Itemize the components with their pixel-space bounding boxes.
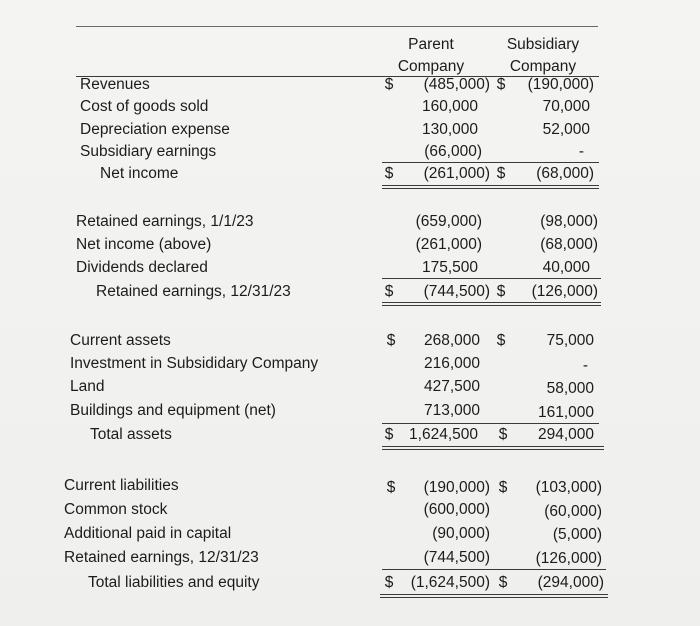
le-sub-dollar-total: $ xyxy=(498,574,508,591)
re-label-ending: Retained earnings, 12/31/23 xyxy=(96,283,291,300)
income-sub-depreciation: 52,000 xyxy=(542,121,590,138)
assets-label-land: Land xyxy=(70,378,105,395)
assets-parent-dollar-total: $ xyxy=(384,426,394,443)
assets-parent-land: 427,500 xyxy=(423,378,480,395)
re-total-rule xyxy=(382,278,601,279)
income-sub-dollar-net-income: $ xyxy=(496,165,506,182)
assets-sub-dollar-total: $ xyxy=(498,426,508,443)
income-sub-cogs: 70,000 xyxy=(542,98,590,115)
income-sub-net-income: (68,000) xyxy=(536,165,594,182)
re-sub-dividends: 40,000 xyxy=(542,259,590,276)
income-label-revenues: Revenues xyxy=(80,76,150,93)
le-label-total: Total liabilities and equity xyxy=(88,574,260,591)
le-sub-dollar-current: $ xyxy=(498,479,508,496)
assets-sub-current: 75,000 xyxy=(546,332,594,349)
le-parent-retained-earnings: (744,500) xyxy=(423,549,490,566)
le-parent-apic: (90,000) xyxy=(432,525,490,542)
re-parent-net-income: (261,000) xyxy=(415,236,482,253)
le-sub-total: (294,000) xyxy=(537,574,604,591)
assets-parent-buildings: 713,000 xyxy=(423,402,480,419)
le-label-common-stock: Common stock xyxy=(64,501,168,518)
income-total-rule xyxy=(382,162,599,163)
subsidiary-header-line2: Company xyxy=(509,58,577,75)
re-label-dividends: Dividends declared xyxy=(76,259,208,276)
le-total-rule xyxy=(382,569,606,570)
le-sub-current: (103,000) xyxy=(535,479,602,496)
re-label-beginning: Retained earnings, 1/1/23 xyxy=(76,213,254,230)
assets-sub-total: 294,000 xyxy=(537,426,594,443)
re-parent-ending: (744,500) xyxy=(423,283,490,300)
assets-double-rule xyxy=(382,446,604,450)
le-double-rule xyxy=(380,594,608,598)
parent-header-line1: Parent xyxy=(408,36,454,53)
income-parent-dollar-revenues: $ xyxy=(384,76,394,93)
income-sub-revenues: (190,000) xyxy=(527,76,594,93)
le-parent-common-stock: (600,000) xyxy=(423,501,490,518)
income-parent-depreciation: 130,000 xyxy=(421,121,478,138)
le-parent-current: (190,000) xyxy=(423,479,490,496)
le-label-apic: Additional paid in capital xyxy=(64,525,232,542)
re-sub-dollar-ending: $ xyxy=(496,283,506,300)
income-parent-cogs: 160,000 xyxy=(421,98,478,115)
re-sub-net-income: (68,000) xyxy=(540,236,598,253)
top-border-line xyxy=(76,26,598,27)
income-parent-dollar-net-income: $ xyxy=(384,165,394,182)
income-parent-sub-earnings: (66,000) xyxy=(424,143,482,160)
income-label-depreciation: Depreciation expense xyxy=(80,121,230,138)
re-double-rule xyxy=(382,302,601,306)
assets-label-current: Current assets xyxy=(70,332,171,349)
income-parent-net-income: (261,000) xyxy=(423,165,490,182)
assets-label-buildings: Buildings and equipment (net) xyxy=(70,402,276,419)
re-parent-dividends: 175,500 xyxy=(421,259,478,276)
income-label-cogs: Cost of goods sold xyxy=(80,98,209,115)
re-sub-beginning: (98,000) xyxy=(540,213,598,230)
re-parent-dollar-ending: $ xyxy=(384,283,394,300)
income-double-rule xyxy=(382,185,599,189)
le-parent-total: (1,624,500) xyxy=(410,574,490,591)
assets-total-rule xyxy=(382,423,599,424)
re-sub-ending: (126,000) xyxy=(531,283,598,300)
assets-parent-investment: 216,000 xyxy=(423,355,480,372)
le-label-current-liabilities: Current liabilities xyxy=(64,477,179,494)
assets-label-total: Total assets xyxy=(90,426,172,443)
le-sub-retained-earnings: (126,000) xyxy=(535,550,602,567)
re-label-net-income: Net income (above) xyxy=(76,236,212,253)
income-sub-dollar-revenues: $ xyxy=(496,76,506,93)
assets-sub-investment: - xyxy=(582,357,588,374)
assets-sub-land: 58,000 xyxy=(546,380,594,397)
le-parent-dollar-total: $ xyxy=(384,574,394,591)
parent-header-line2: Company xyxy=(397,58,465,75)
income-label-net-income: Net income xyxy=(100,165,179,182)
income-parent-revenues: (485,000) xyxy=(423,76,490,93)
assets-sub-dollar-current: $ xyxy=(496,332,506,349)
le-sub-apic: (5,000) xyxy=(552,526,602,543)
assets-label-investment: Investment in Subsididary Company xyxy=(70,355,319,372)
assets-parent-current: 268,000 xyxy=(423,332,480,349)
subsidiary-header-line1: Subsidiary xyxy=(506,36,580,53)
le-label-retained-earnings: Retained earnings, 12/31/23 xyxy=(64,549,259,566)
income-sub-sub-earnings: - xyxy=(578,143,584,160)
assets-parent-dollar-current: $ xyxy=(386,332,396,349)
assets-parent-total: 1,624,500 xyxy=(409,426,478,443)
income-label-sub-earnings: Subsidiary earnings xyxy=(80,143,217,160)
assets-sub-buildings: 161,000 xyxy=(537,404,594,421)
le-parent-dollar-current: $ xyxy=(386,479,396,496)
re-parent-beginning: (659,000) xyxy=(415,213,482,230)
le-sub-common-stock: (60,000) xyxy=(544,503,602,520)
